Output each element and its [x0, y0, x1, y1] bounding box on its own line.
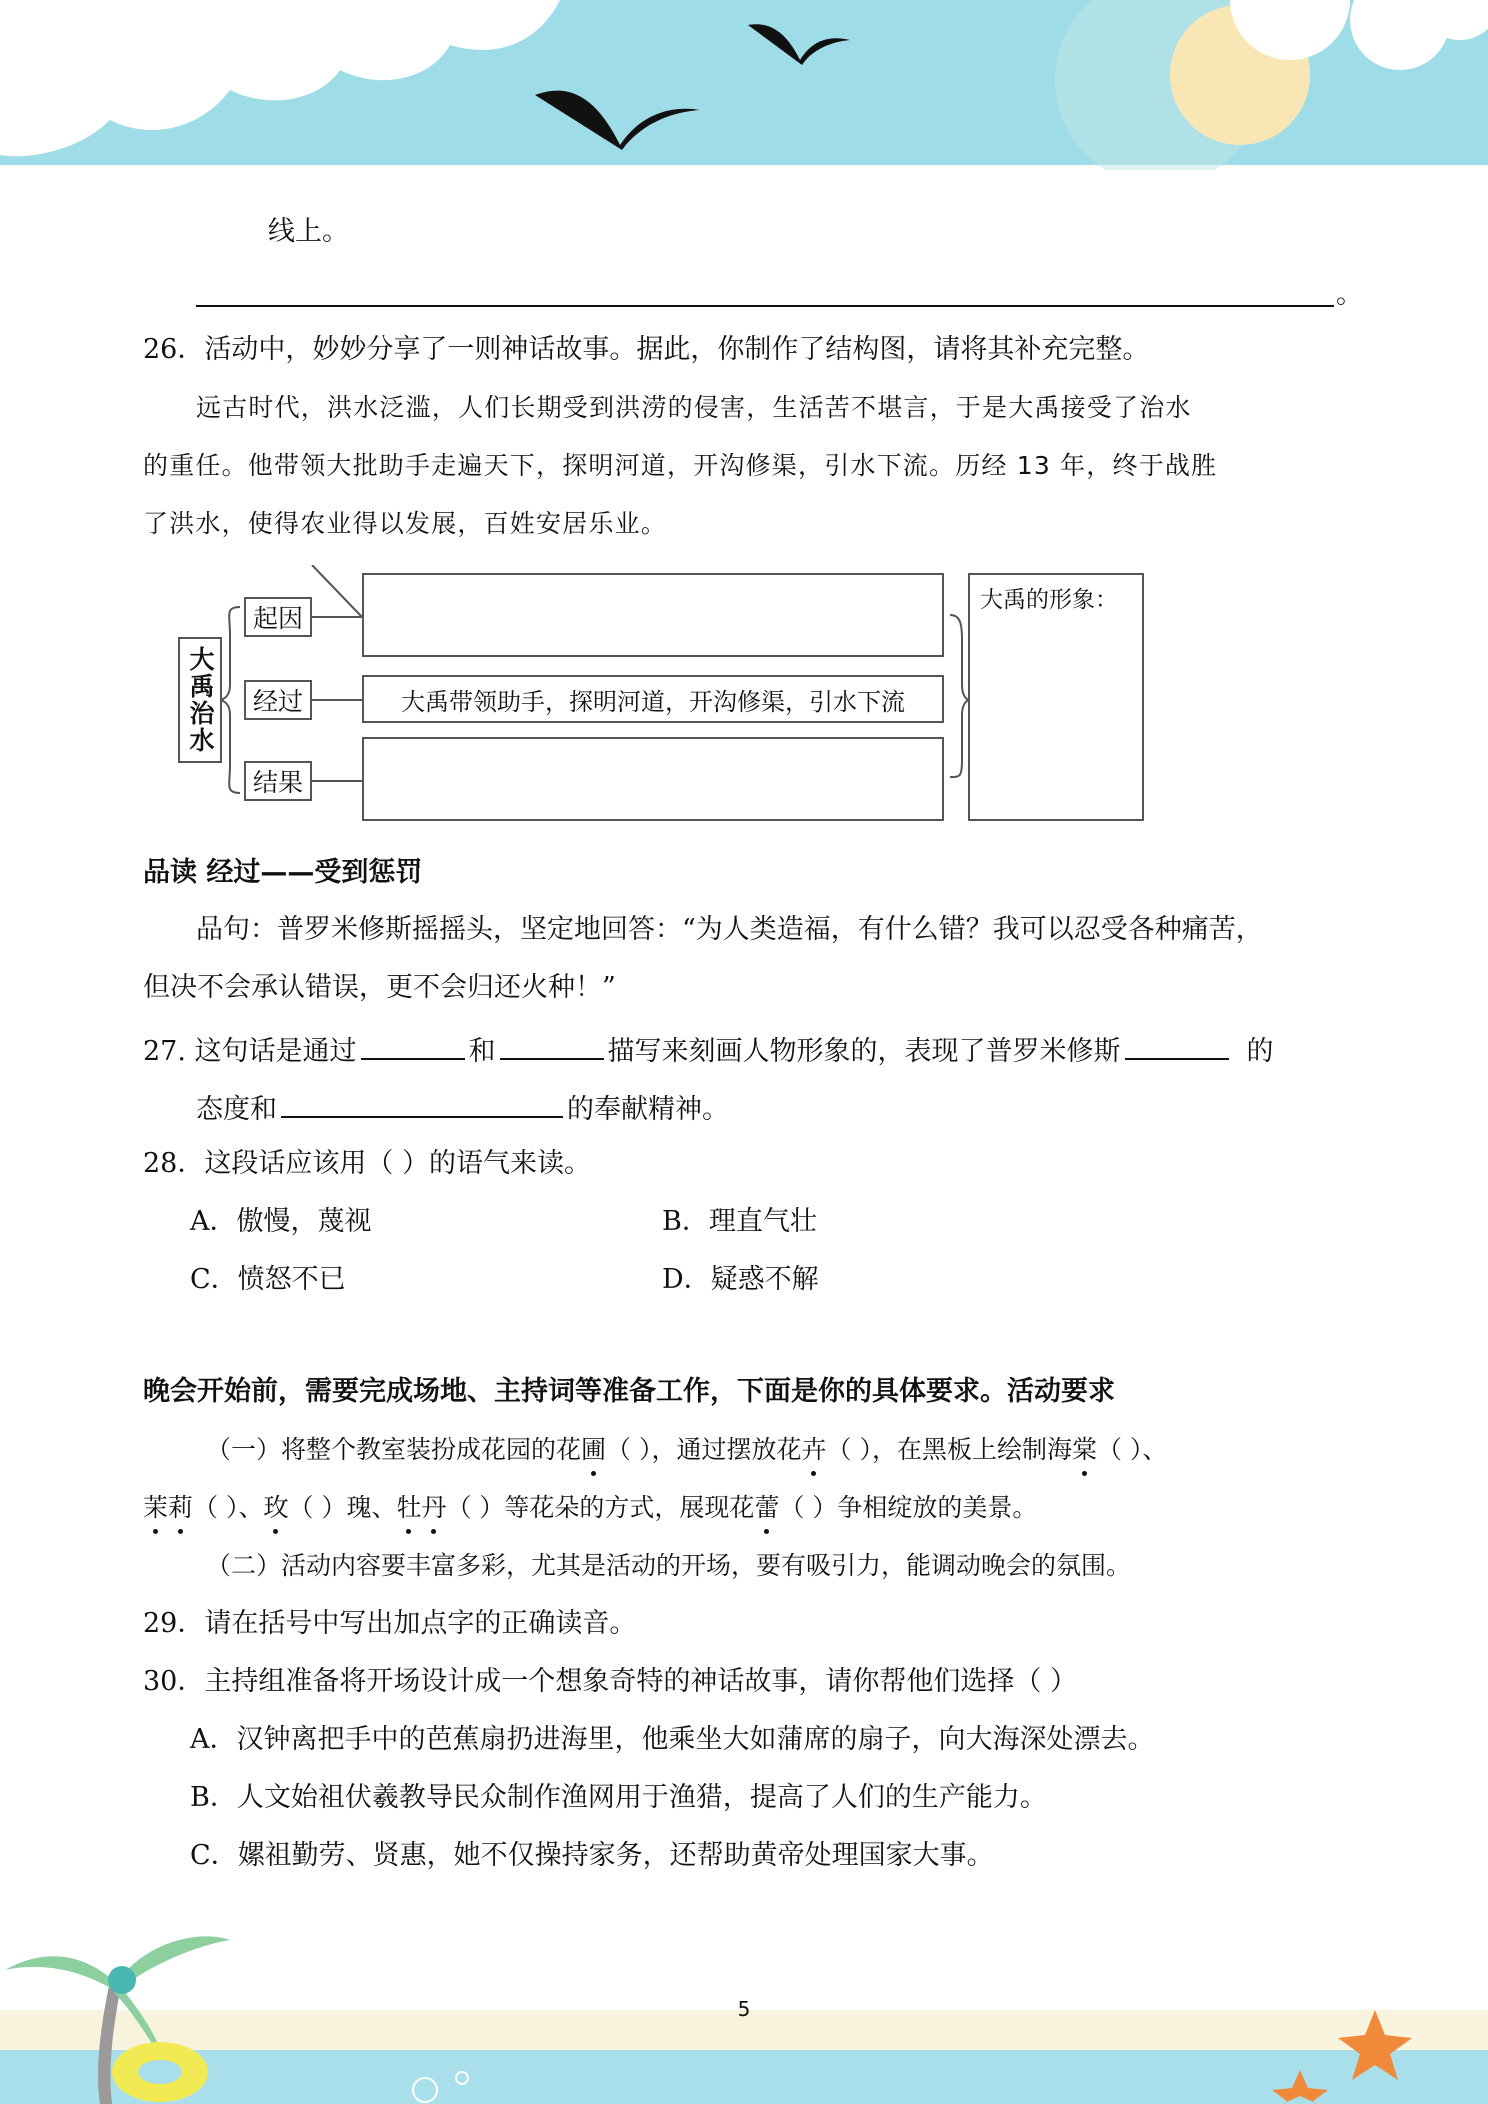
q28-option-a[interactable]: A．傲慢，蔑视 — [190, 1206, 372, 1237]
q30-option-a[interactable]: A．汉钟离把手中的芭蕉扇扔进海里，他乘坐大如蒲席的扇子，向大海深处漂去。 — [190, 1724, 1155, 1755]
diagram-result-answer-box[interactable] — [362, 737, 944, 821]
answer-blank[interactable] — [500, 1028, 604, 1060]
q25-tail-text: 线上。 — [268, 216, 349, 247]
q27-text: 27. 这句话是通过 — [143, 1036, 357, 1067]
answer-blank[interactable] — [281, 1086, 563, 1118]
dotted-char: 棠 — [1072, 1430, 1097, 1470]
q27-line-2 — [196, 1086, 729, 1130]
diagram-cause-answer-box[interactable] — [362, 573, 944, 657]
q27-text: 态度和 — [196, 1094, 277, 1125]
header-decoration — [0, 0, 1488, 170]
req-text: （ ）瑰、 — [288, 1493, 397, 1522]
swim-ring-icon — [112, 2042, 208, 2102]
q29-prompt: 29．请在括号中写出加点字的正确读音。 — [143, 1608, 637, 1639]
req-text: （ ）、 — [1096, 1435, 1168, 1464]
answer-line[interactable] — [196, 305, 1334, 307]
q30-option-c[interactable]: C．嫘祖勤劳、贤惠，她不仅操持家务，还帮助黄帝处理国家大事。 — [190, 1840, 994, 1871]
section-read-quote: 品句：普罗米修斯摇摇头，坚定地回答：“为人类造福，有什么错？我可以忍受各种痛苦， — [196, 914, 1263, 945]
diagram-cause-label: 起因 — [244, 597, 312, 637]
structure-diagram — [170, 565, 1150, 830]
req-text: （ ）、 — [193, 1493, 264, 1522]
diagram-image-label: 大禹的形象： — [980, 587, 1118, 613]
diagram-image-box[interactable] — [968, 573, 1144, 821]
q26-passage-line: 远古时代，洪水泛滥，人们长期受到洪涝的侵害，生活苦不堪言，于是大禹接受了治水 — [196, 393, 1192, 422]
dotted-char: 牡 — [396, 1488, 421, 1528]
diagram-result-label: 结果 — [244, 761, 312, 801]
diagram-process-text: 大禹带领助手，探明河道，开沟修渠，引水下流 — [362, 675, 944, 723]
q28-option-c[interactable]: C．愤怒不已 — [190, 1264, 346, 1295]
req-text: （ ）等花朵的方式，展现花 — [446, 1493, 755, 1522]
section-party-heading: 晚会开始前，需要完成场地、主持词等准备工作，下面是你的具体要求。活动要求 — [143, 1376, 1115, 1407]
q26-passage-line: 的重任。他带领大批助手走遍天下，探明河道，开沟修渠，引水下流。历经 13 年，终于战胜 — [143, 451, 1218, 480]
dotted-char: 玫 — [263, 1488, 288, 1528]
q27-text: 的 — [1246, 1036, 1274, 1067]
dotted-char: 茉 — [143, 1488, 168, 1528]
section-read-heading: 品读 经过——受到惩罚 — [143, 857, 423, 888]
q26-passage-line: 了洪水，使得农业得以发展，百姓安居乐业。 — [143, 509, 668, 538]
req-text: （ ），在黑板上绘制海 — [826, 1435, 1072, 1464]
req-text: （ ）争相绽放的美景。 — [779, 1493, 1038, 1522]
req-text: （ ），通过摆放花 — [606, 1435, 802, 1464]
dotted-char: 蕾 — [754, 1488, 779, 1528]
q30-option-b[interactable]: B．人文始祖伏羲教导民众制作渔网用于渔猎，提高了人们的生产能力。 — [190, 1782, 1047, 1813]
section-read-quote: 但决不会承认错误，更不会归还火种！” — [143, 972, 616, 1003]
q27-text: 的奉献精神。 — [567, 1094, 729, 1125]
dotted-char: 丹 — [421, 1488, 446, 1528]
q28-option-d[interactable]: D．疑惑不解 — [662, 1264, 819, 1295]
q25-end-mark: 。 — [1336, 279, 1363, 310]
dotted-char: 圃 — [581, 1430, 606, 1470]
page-number: 5 — [737, 1997, 751, 2021]
diagram-process-label: 经过 — [244, 680, 312, 720]
q30-prompt: 30．主持组准备将开场设计成一个想象奇特的神话故事，请你帮他们选择（ ） — [143, 1666, 1077, 1697]
party-req1-line1 — [206, 1430, 1167, 1470]
req-text: （一）将整个教室装扮成花园的花 — [206, 1435, 582, 1464]
party-req1-line2 — [143, 1488, 1037, 1528]
q26-prompt: 26．活动中，妙妙分享了一则神话故事。据此，你制作了结构图，请将其补充完整。 — [143, 334, 1150, 365]
q28-prompt: 28．这段话应该用（ ）的语气来读。 — [143, 1148, 591, 1179]
q27-text: 描写来刻画人物形象的，表现了普罗米修斯 — [607, 1036, 1121, 1067]
answer-blank[interactable] — [1125, 1028, 1229, 1060]
dotted-char: 莉 — [168, 1488, 193, 1528]
dotted-char: 卉 — [801, 1430, 826, 1470]
answer-blank[interactable] — [361, 1028, 465, 1060]
diagram-root: 大禹治水 — [178, 637, 222, 763]
q28-option-b[interactable]: B．理直气壮 — [662, 1206, 817, 1237]
q27-text: 和 — [468, 1036, 496, 1067]
q27-line-1 — [143, 1028, 1274, 1072]
party-req2: （二）活动内容要丰富多彩，尤其是活动的开场，要有吸引力，能调动晚会的氛围。 — [206, 1551, 1132, 1580]
